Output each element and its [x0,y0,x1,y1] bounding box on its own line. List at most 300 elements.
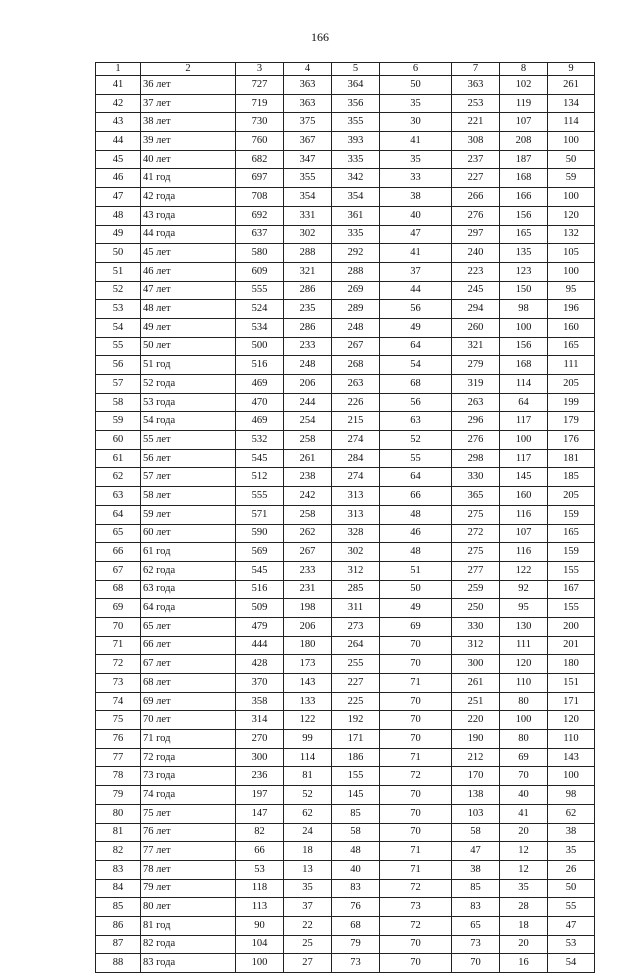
value-cell: 302 [284,225,332,244]
value-cell: 250 [452,599,500,618]
value-cell: 135 [500,244,548,263]
table-row [96,244,595,263]
value-cell: 80 [500,730,548,749]
value-cell: 244 [284,393,332,412]
value-cell: 26 [548,860,595,879]
value-cell: 393 [332,132,380,151]
value-cell: 71 [380,842,452,861]
table-row [96,431,595,450]
value-cell: 292 [332,244,380,263]
value-cell: 469 [236,412,284,431]
row-number-cell: 81 [96,823,141,842]
value-cell: 132 [548,225,595,244]
age-cell: 43 года [141,206,236,225]
value-cell: 171 [548,692,595,711]
age-cell: 50 лет [141,337,236,356]
value-cell: 168 [500,356,548,375]
table-row [96,786,595,805]
row-number-cell: 70 [96,617,141,636]
value-cell: 35 [500,879,548,898]
value-cell: 69 [380,617,452,636]
value-cell: 56 [380,300,452,319]
value-cell: 49 [380,599,452,618]
table-row [96,169,595,188]
value-cell: 637 [236,225,284,244]
age-cell: 65 лет [141,617,236,636]
header-cell: 5 [332,63,380,76]
value-cell: 18 [284,842,332,861]
value-cell: 46 [380,524,452,543]
value-cell: 160 [548,318,595,337]
value-cell: 727 [236,76,284,95]
value-cell: 70 [380,655,452,674]
value-cell: 107 [500,113,548,132]
table-row [96,543,595,562]
age-cell: 70 лет [141,711,236,730]
age-cell: 79 лет [141,879,236,898]
value-cell: 63 [380,412,452,431]
value-cell: 524 [236,300,284,319]
value-cell: 123 [500,262,548,281]
value-cell: 145 [332,786,380,805]
value-cell: 100 [500,318,548,337]
value-cell: 133 [284,692,332,711]
value-cell: 47 [548,916,595,935]
value-cell: 264 [332,636,380,655]
value-cell: 120 [548,206,595,225]
table-row [96,599,595,618]
age-cell: 51 год [141,356,236,375]
value-cell: 682 [236,150,284,169]
value-cell: 330 [452,617,500,636]
table-row [96,674,595,693]
table-row [96,655,595,674]
value-cell: 116 [500,543,548,562]
row-number-cell: 74 [96,692,141,711]
value-cell: 233 [284,337,332,356]
value-cell: 12 [500,860,548,879]
value-cell: 33 [380,169,452,188]
row-number-cell: 79 [96,786,141,805]
value-cell: 52 [284,786,332,805]
value-cell: 288 [332,262,380,281]
value-cell: 313 [332,487,380,506]
value-cell: 355 [284,169,332,188]
row-number-cell: 82 [96,842,141,861]
value-cell: 50 [380,580,452,599]
value-cell: 226 [332,393,380,412]
value-cell: 289 [332,300,380,319]
value-cell: 64 [380,337,452,356]
table-row [96,337,595,356]
value-cell: 100 [548,262,595,281]
value-cell: 516 [236,356,284,375]
value-cell: 113 [236,898,284,917]
row-number-cell: 67 [96,561,141,580]
header-cell: 3 [236,63,284,76]
value-cell: 276 [452,431,500,450]
value-cell: 18 [500,916,548,935]
value-cell: 117 [500,449,548,468]
value-cell: 168 [500,169,548,188]
row-number-cell: 56 [96,356,141,375]
value-cell: 48 [380,505,452,524]
value-cell: 215 [332,412,380,431]
value-cell: 155 [332,767,380,786]
value-cell: 54 [548,954,595,973]
value-cell: 509 [236,599,284,618]
value-cell: 20 [500,935,548,954]
age-cell: 61 год [141,543,236,562]
row-number-cell: 54 [96,318,141,337]
value-cell: 64 [500,393,548,412]
value-cell: 70 [380,954,452,973]
value-cell: 248 [284,356,332,375]
value-cell: 85 [452,879,500,898]
value-cell: 110 [548,730,595,749]
value-cell: 590 [236,524,284,543]
value-cell: 367 [284,132,332,151]
age-cell: 64 года [141,599,236,618]
value-cell: 20 [500,823,548,842]
value-cell: 512 [236,468,284,487]
value-cell: 145 [500,468,548,487]
value-cell: 370 [236,674,284,693]
value-cell: 347 [284,150,332,169]
row-number-cell: 75 [96,711,141,730]
value-cell: 171 [332,730,380,749]
value-cell: 92 [500,580,548,599]
table-row [96,412,595,431]
table-row [96,300,595,319]
page-number: 166 [311,30,329,44]
value-cell: 114 [284,748,332,767]
value-cell: 260 [452,318,500,337]
row-number-cell: 45 [96,150,141,169]
table-row [96,132,595,151]
row-number-cell: 66 [96,543,141,562]
value-cell: 180 [548,655,595,674]
value-cell: 196 [548,300,595,319]
age-cell: 62 года [141,561,236,580]
table-row [96,711,595,730]
value-cell: 25 [284,935,332,954]
value-cell: 223 [452,262,500,281]
value-cell: 272 [452,524,500,543]
age-cell: 82 года [141,935,236,954]
row-number-cell: 42 [96,94,141,113]
table-row [96,580,595,599]
table-row [96,225,595,244]
age-cell: 36 лет [141,76,236,95]
header-cell: 4 [284,63,332,76]
table-row [96,150,595,169]
row-number-cell: 47 [96,188,141,207]
age-cell: 77 лет [141,842,236,861]
value-cell: 335 [332,225,380,244]
value-cell: 356 [332,94,380,113]
row-number-cell: 59 [96,412,141,431]
value-cell: 28 [500,898,548,917]
age-cell: 73 года [141,767,236,786]
value-cell: 72 [380,916,452,935]
row-number-cell: 62 [96,468,141,487]
age-cell: 42 года [141,188,236,207]
value-cell: 428 [236,655,284,674]
value-cell: 288 [284,244,332,263]
value-cell: 70 [380,935,452,954]
value-cell: 365 [452,487,500,506]
value-cell: 274 [332,431,380,450]
table-row [96,375,595,394]
value-cell: 321 [452,337,500,356]
value-cell: 335 [332,150,380,169]
table-header-row [96,63,595,76]
table-row [96,804,595,823]
value-cell: 719 [236,94,284,113]
table-row [96,206,595,225]
value-cell: 156 [500,337,548,356]
value-cell: 319 [452,375,500,394]
age-cell: 63 года [141,580,236,599]
value-cell: 69 [500,748,548,767]
value-cell: 254 [284,412,332,431]
age-cell: 58 лет [141,487,236,506]
age-cell: 74 года [141,786,236,805]
value-cell: 580 [236,244,284,263]
table-row [96,449,595,468]
value-cell: 48 [380,543,452,562]
value-cell: 296 [452,412,500,431]
age-cell: 75 лет [141,804,236,823]
value-cell: 534 [236,318,284,337]
value-cell: 251 [452,692,500,711]
value-cell: 212 [452,748,500,767]
value-cell: 259 [452,580,500,599]
value-cell: 545 [236,561,284,580]
value-cell: 208 [500,132,548,151]
value-cell: 24 [284,823,332,842]
value-cell: 120 [548,711,595,730]
age-cell: 37 лет [141,94,236,113]
value-cell: 279 [452,356,500,375]
value-cell: 151 [548,674,595,693]
value-cell: 111 [500,636,548,655]
value-cell: 190 [452,730,500,749]
value-cell: 44 [380,281,452,300]
value-cell: 102 [500,76,548,95]
data-table [95,62,595,973]
value-cell: 98 [548,786,595,805]
value-cell: 53 [236,860,284,879]
value-cell: 55 [548,898,595,917]
value-cell: 321 [284,262,332,281]
value-cell: 70 [380,636,452,655]
table-row [96,879,595,898]
value-cell: 258 [284,431,332,450]
table-row [96,916,595,935]
value-cell: 166 [500,188,548,207]
value-cell: 375 [284,113,332,132]
value-cell: 276 [452,206,500,225]
value-cell: 52 [380,431,452,450]
value-cell: 110 [500,674,548,693]
value-cell: 275 [452,543,500,562]
age-cell: 80 лет [141,898,236,917]
table-row [96,468,595,487]
value-cell: 100 [548,767,595,786]
value-cell: 197 [236,786,284,805]
value-cell: 248 [332,318,380,337]
value-cell: 65 [452,916,500,935]
value-cell: 38 [380,188,452,207]
row-number-cell: 46 [96,169,141,188]
value-cell: 35 [380,150,452,169]
value-cell: 122 [500,561,548,580]
header-cell: 7 [452,63,500,76]
value-cell: 181 [548,449,595,468]
value-cell: 545 [236,449,284,468]
value-cell: 328 [332,524,380,543]
value-cell: 16 [500,954,548,973]
row-number-cell: 63 [96,487,141,506]
value-cell: 284 [332,449,380,468]
value-cell: 64 [380,468,452,487]
age-cell: 49 лет [141,318,236,337]
value-cell: 708 [236,188,284,207]
value-cell: 103 [452,804,500,823]
value-cell: 354 [332,188,380,207]
value-cell: 155 [548,561,595,580]
row-number-cell: 73 [96,674,141,693]
value-cell: 361 [332,206,380,225]
value-cell: 342 [332,169,380,188]
row-number-cell: 86 [96,916,141,935]
value-cell: 227 [452,169,500,188]
value-cell: 176 [548,431,595,450]
value-cell: 70 [500,767,548,786]
value-cell: 150 [500,281,548,300]
value-cell: 72 [380,767,452,786]
value-cell: 30 [380,113,452,132]
value-cell: 313 [332,505,380,524]
row-number-cell: 72 [96,655,141,674]
row-number-cell: 76 [96,730,141,749]
value-cell: 242 [284,487,332,506]
value-cell: 609 [236,262,284,281]
value-cell: 81 [284,767,332,786]
table-row [96,505,595,524]
value-cell: 261 [452,674,500,693]
row-number-cell: 78 [96,767,141,786]
value-cell: 40 [332,860,380,879]
value-cell: 70 [380,804,452,823]
age-cell: 81 год [141,916,236,935]
value-cell: 155 [548,599,595,618]
value-cell: 354 [284,188,332,207]
value-cell: 311 [332,599,380,618]
value-cell: 138 [452,786,500,805]
value-cell: 71 [380,860,452,879]
value-cell: 49 [380,318,452,337]
value-cell: 70 [380,711,452,730]
row-number-cell: 83 [96,860,141,879]
value-cell: 100 [500,711,548,730]
row-number-cell: 48 [96,206,141,225]
value-cell: 100 [548,188,595,207]
value-cell: 90 [236,916,284,935]
table-row [96,487,595,506]
value-cell: 312 [332,561,380,580]
age-cell: 39 лет [141,132,236,151]
table-row [96,113,595,132]
table-row [96,617,595,636]
value-cell: 363 [284,76,332,95]
value-cell: 51 [380,561,452,580]
table-row [96,281,595,300]
value-cell: 50 [380,76,452,95]
age-cell: 52 года [141,375,236,394]
value-cell: 73 [332,954,380,973]
age-cell: 47 лет [141,281,236,300]
value-cell: 41 [380,132,452,151]
value-cell: 286 [284,318,332,337]
value-cell: 70 [380,786,452,805]
value-cell: 59 [548,169,595,188]
row-number-cell: 71 [96,636,141,655]
value-cell: 122 [284,711,332,730]
value-cell: 95 [548,281,595,300]
value-cell: 185 [548,468,595,487]
age-cell: 54 года [141,412,236,431]
value-cell: 263 [452,393,500,412]
value-cell: 532 [236,431,284,450]
age-cell: 60 лет [141,524,236,543]
table-row [96,262,595,281]
value-cell: 120 [500,655,548,674]
age-cell: 40 лет [141,150,236,169]
age-cell: 69 лет [141,692,236,711]
value-cell: 70 [452,954,500,973]
value-cell: 206 [284,617,332,636]
age-cell: 67 лет [141,655,236,674]
row-number-cell: 55 [96,337,141,356]
value-cell: 85 [332,804,380,823]
row-number-cell: 44 [96,132,141,151]
value-cell: 227 [332,674,380,693]
age-cell: 48 лет [141,300,236,319]
value-cell: 479 [236,617,284,636]
value-cell: 358 [236,692,284,711]
value-cell: 267 [332,337,380,356]
age-cell: 45 лет [141,244,236,263]
table-row [96,393,595,412]
value-cell: 116 [500,505,548,524]
table-row [96,842,595,861]
header-cell: 8 [500,63,548,76]
value-cell: 100 [236,954,284,973]
value-cell: 143 [548,748,595,767]
value-cell: 47 [380,225,452,244]
value-cell: 95 [500,599,548,618]
table-row [96,636,595,655]
value-cell: 37 [380,262,452,281]
value-cell: 83 [452,898,500,917]
value-cell: 35 [380,94,452,113]
age-cell: 83 года [141,954,236,973]
table-row [96,748,595,767]
age-cell: 46 лет [141,262,236,281]
